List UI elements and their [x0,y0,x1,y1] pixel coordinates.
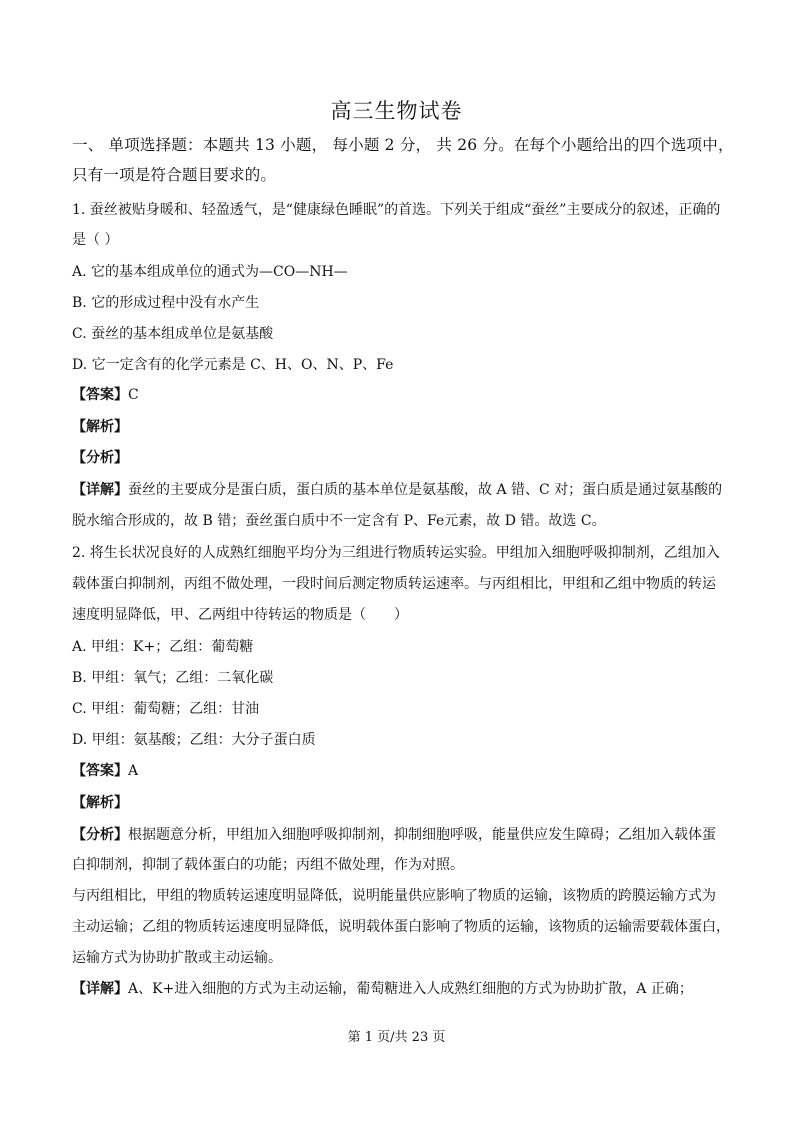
question-1-option-d: D. 它一定含有的化学元素是 C、H、O、N、P、Fe [72,357,394,373]
question-1-stem-line-1: 1. 蚕丝被贴身暖和、轻盈透气，是“健康绿色睡眠”的首选。下列关于组成“蚕丝”主要成分的叙述，正确的 [72,202,721,218]
detail-text: 蚕丝的主要成分是蛋白质，蛋白质的基本单位是氨基酸，故 A 错、C 对；蛋白质是通过氨基酸的 [128,482,723,498]
question-1-fenxi-tag [72,449,722,467]
question-2-fenxi-line-3: 与丙组相比，甲组的物质转运速度明显降低，说明能量供应影响了物质的运输，该物质的跨膜运输方式为 [72,888,716,904]
question-1-detail-line-2: 脱水缩合形成的，故 B 错；蚕丝蛋白质中不一定含有 P、Fe元素，故 D 错。故选 C。 [72,513,606,529]
question-1-option-c: C. 蚕丝的基本组成单位是氨基酸 [72,326,274,342]
question-1-option-a: A. 它的基本组成单位的通式为—CO—NH— [72,264,348,280]
question-2-option-b: B. 甲组：氧气；乙组：二氧化碳 [72,670,274,686]
question-2-option-d: D. 甲组：氨基酸；乙组：大分子蛋白质 [72,732,316,748]
page-footer: 第 1 页/共 23 页 [347,1030,446,1045]
section-heading-line-1: 一、 单项选择题：本题共 13 小题， 每小题 2 分， 共 26 分。在每个小题给出的四个选项中， [72,136,734,154]
question-2-detail-line-1 [72,980,722,998]
question-2-stem-line-3: 速度明显降低，甲、乙两组中待转运的物质是（ ） [72,607,408,623]
section-heading-line-2: 只有一项是符合题目要求的。 [72,166,277,184]
detail-tag: 【详解】 [72,482,128,498]
question-1-detail-line-1 [72,481,722,499]
analysis-tag: 【解析】 [72,419,128,435]
fenxi-text: 根据题意分析，甲组加入细胞呼吸抑制剂，抑制细胞呼吸，能量供应发生障碍；乙组加入载体蛋 [128,827,716,843]
question-1-answer [72,386,722,404]
analysis-tag: 【解析】 [72,795,128,811]
question-2-fenxi-line-4: 主动运输；乙组的物质转运速度明显降低，说明载体蛋白影响了物质的运输，该物质的运输需要载体蛋白， [72,919,730,935]
question-1-option-b: B. 它的形成过程中没有水产生 [72,295,260,311]
question-2-fenxi-line-1 [72,826,722,844]
answer-value: A [128,763,139,779]
question-2-answer [72,762,722,780]
question-2-fenxi-line-5: 运输方式为协助扩散或主动运输。 [72,950,282,966]
question-1-stem-line-2: 是（ ） [72,232,119,248]
detail-text: A、K+进入细胞的方式为主动运输，葡萄糖进入人成熟红细胞的方式为协助扩散，A 正确； [128,981,693,997]
question-2-fenxi-line-2: 白抑制剂，抑制了载体蛋白的功能；丙组不做处理，作为对照。 [72,857,464,873]
answer-tag: 【答案】 [72,387,128,403]
answer-tag: 【答案】 [72,763,128,779]
page-title: 高三生物试卷 [330,99,463,123]
detail-tag: 【详解】 [72,981,128,997]
question-2-option-a: A. 甲组：K+；乙组：葡萄糖 [72,639,254,655]
question-2-stem-line-1: 2. 将生长状况良好的人成熟红细胞平均分为三组进行物质转运实验。甲组加入细胞呼吸抑制剂，乙组加入 [72,545,720,561]
answer-value: C [128,387,139,403]
question-1-analysis-tag [72,418,722,436]
fenxi-tag: 【分析】 [72,450,128,466]
fenxi-tag: 【分析】 [72,827,128,843]
question-2-option-c: C. 甲组：葡萄糖；乙组：甘油 [72,701,260,717]
question-2-stem-line-2: 载体蛋白抑制剂，丙组不做处理，一段时间后测定物质转运速率。与丙组相比，甲组和乙组中物质的转运 [72,576,716,592]
question-2-analysis-tag [72,794,722,812]
